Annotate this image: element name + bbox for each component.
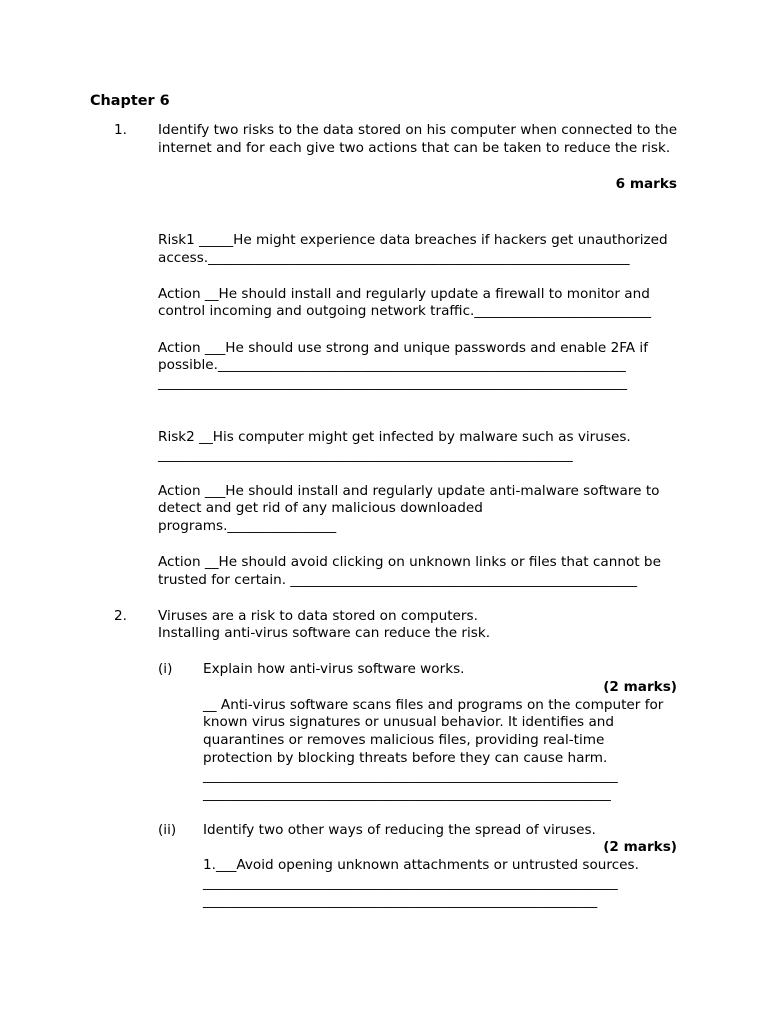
q1-text: Identify two risks to the data stored on his computer when connected to the internet and for each give two actions that can be taken to reduce the risk. <box>158 122 678 156</box>
risk2-action2-line1: Action __He should avoid clicking on unknown links or files that cannot be <box>158 554 661 570</box>
risk1-line2: access.______________________________________________________________ <box>158 250 630 266</box>
q1-number: 1. <box>114 122 127 138</box>
risk2-action1-line3: programs.________________ <box>158 518 337 534</box>
risk2-action2-line2: trusted for certain. ___________________________________________________ <box>158 572 638 588</box>
q2-part-i-marks: (2 marks) <box>603 679 677 695</box>
q2-part-i-answer-line2: known virus signatures or unusual behavior. It identifies and <box>203 714 615 730</box>
q2-part-ii-question: Identify two other ways of reducing the spread of viruses. <box>203 822 596 838</box>
q2-part-i-answer-line3: quarantines or removes malicious files, providing real-time <box>203 732 605 748</box>
risk1-action2-line2: possible.____________________________________________________________ <box>158 357 626 373</box>
q2-part-i-answer-line4: protection by blocking threats before they can cause harm. <box>203 750 608 766</box>
q2-part-i-blank-line2: ____________________________________________________________ <box>203 786 611 802</box>
q2-part-i-blank-line1: _____________________________________________________________ <box>203 768 618 784</box>
q2-number: 2. <box>114 608 127 624</box>
q2-line2: Installing anti-virus software can reduce the risk. <box>158 625 491 641</box>
risk2-line2: _____________________________________________________________ <box>158 447 573 463</box>
risk1-action1-line1: Action __He should install and regularly update a firewall to monitor and <box>158 286 650 302</box>
risk2-action1-line1: Action ___He should install and regularly update anti-malware software to <box>158 483 660 499</box>
risk1-line1: Risk1 _____He might experience data breaches if hackers get unauthorized <box>158 232 668 248</box>
q2-part-ii-marks: (2 marks) <box>603 839 677 855</box>
q2-part-ii-blank-line1: _____________________________________________________________ <box>203 875 618 891</box>
q2-part-ii-answer-line1: 1.___Avoid opening unknown attachments or untrusted sources. <box>203 857 639 873</box>
risk1-action2-line3: _____________________________________________________________________ <box>158 375 627 391</box>
q2-part-ii-blank-line2: __________________________________________________________ <box>203 893 598 909</box>
chapter-title: Chapter 6 <box>90 93 170 109</box>
q2-line1: Viruses are a risk to data stored on computers. <box>158 608 478 624</box>
risk2-action1-line2: detect and get rid of any malicious downloaded <box>158 500 483 516</box>
risk1-action1-line2: control incoming and outgoing network traffic.__________________________ <box>158 303 652 319</box>
q2-part-i-answer-line1: __ Anti-virus software scans files and programs on the computer for <box>203 697 664 713</box>
risk1-action2-line1: Action ___He should use strong and unique passwords and enable 2FA if <box>158 340 648 356</box>
q2-part-ii-label: (ii) <box>158 822 177 838</box>
q2-part-i-question: Explain how anti-virus software works. <box>203 661 465 677</box>
q1-marks: 6 marks <box>615 176 677 192</box>
q2-part-i-label: (i) <box>158 661 173 677</box>
risk2-line1: Risk2 __His computer might get infected by malware such as viruses. <box>158 429 631 445</box>
